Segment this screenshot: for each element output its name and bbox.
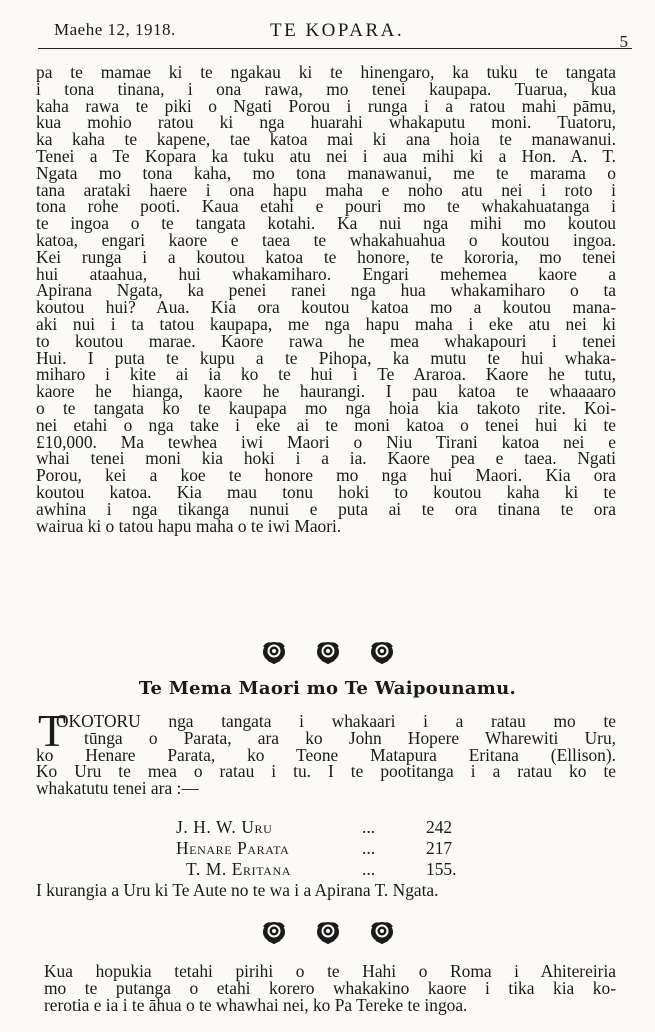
result-votes: 155.	[426, 859, 457, 879]
result-dots: ...	[362, 817, 376, 837]
result-row	[176, 859, 476, 880]
article-closing	[36, 882, 616, 899]
rose-ornament-icon	[261, 640, 287, 664]
text-line: aki nui i ta tatou kaupapa, me nga hapu maha i eke atu nei ki	[36, 313, 616, 334]
news-item	[44, 963, 616, 1013]
text-line: to koutou marae. Kaore rawa he mea whakapouri i tenei	[36, 330, 616, 351]
rose-ornament-icon	[369, 640, 395, 664]
ornament-divider	[0, 920, 655, 944]
text-line: hui ataahua, hui whakamiharo. Engari mehemea kaore a	[36, 263, 616, 284]
rose-ornament-icon	[261, 920, 287, 944]
text-line: i tona tinana, i ona rawa, mo tenei kaupapa. Tuarua, kua	[36, 78, 616, 99]
text-line: katoa, engari kaore e taea te whakahuahua o koutou ingoa.	[36, 229, 616, 250]
text-line: ko Henare Parata, ko Teone Matapura Eritana (Ellison).	[36, 744, 616, 765]
issue-date: Maehe 12, 1918.	[54, 20, 176, 39]
text-line: koutou katoa. Kia mau tonu hoki to koutou kaha ki te	[36, 481, 616, 502]
text-line: kaha rawa te piki o Ngati Porou i runga i a ratou mahi pāmu,	[36, 95, 616, 116]
text-line: nei etahi o nga take i eke ai te moni katoa o tenei hui ki te	[36, 414, 616, 435]
text-line: mo te putanga o etahi korero whakakino kaore i tika kia ko-	[44, 977, 616, 998]
text-line: Hui. I puta te kupu a te Pihopa, ka mutu te hui whaka-	[36, 347, 616, 368]
result-row	[176, 817, 476, 838]
text-line: tana arataki haere i ona hapu maha e noho atu nei i roto i	[36, 179, 616, 200]
text-line: te ingoa o te tangata kotahi. Ka nui nga mihi mo koutou	[36, 213, 616, 234]
text-line: Ngata mo tona kaha, mo tona manawanui, me te marama o	[36, 162, 616, 183]
result-dots: ...	[362, 859, 376, 879]
text-line: awhina i nga tikanga nunui e puta ai te ora tinana te ora	[36, 498, 616, 519]
article-intro	[36, 705, 616, 799]
text-line: o te tangata ko te kaupapa mo nga hoia kia takoto rite. Koi-	[36, 397, 616, 418]
article-body	[36, 64, 616, 534]
text-line: rerotia e ia i te āhua o te whawhai nei, ko Pa Tereke te ingoa.	[44, 994, 468, 1015]
text-line: Kei runga i a koutou katoa te honore, te kororia, mo tenei	[36, 246, 616, 267]
drop-cap: T	[38, 705, 67, 756]
closing-line: I kurangia a Uru ki Te Aute no te wa i a Apirana T. Ngata.	[36, 880, 439, 900]
text-line: kua mohio ratou ki nga huarahi whakaputu moni. Tuatoru,	[36, 112, 616, 133]
text-line: pa te mamae ki te ngakau ki te hinengaro, ka tuku te tangata	[36, 62, 616, 82]
text-line: whai tenei moni kia hoki i a ia. Kaore pea e taea. Ngati	[36, 448, 616, 469]
text-line: wairua ki o tatou hapu maha o te iwi Maori.	[36, 515, 342, 536]
article-heading: Te Mema Maori mo Te Waipounamu.	[138, 678, 517, 699]
page-header	[38, 16, 632, 49]
text-line: koutou hui? Aua. Kia ora koutou katoa mo a koutou mana-	[36, 297, 616, 318]
result-name: J. H. W. Uru	[176, 817, 273, 837]
text-line: tona rohe pooti. Kaua etahi e pouri mo te whakahuatanga i	[36, 196, 616, 217]
result-row	[176, 838, 476, 859]
publication-title: TE KOPARA.	[270, 20, 405, 41]
text-line: Tenei a Te Kopara ka tuku atu nei i aua mihi ki a Hon. A. T.	[36, 145, 616, 166]
result-votes: 242	[426, 817, 453, 837]
rose-ornament-icon	[315, 640, 341, 664]
text-line: £10,000. Ma tewhea iwi Maori o Niu Tirani katoa nei e	[36, 431, 616, 452]
text-line: Ko Uru te mea o ratau i tu. I te pootitanga i a ratau ko te	[36, 761, 616, 782]
rose-ornament-icon	[315, 920, 341, 944]
text-line: Apirana Ngata, ka penei ranei nga hua whakamiharo o ta	[36, 280, 616, 301]
text-line: tūnga o Parata, ara ko John Hopere Wharewiti Uru,	[84, 727, 616, 748]
result-name: T. M. Eritana	[186, 859, 291, 879]
text-line: Porou, kei a koe te honore mo nga hui Maori. Kia ora	[36, 465, 616, 486]
page-number: 5	[619, 32, 628, 51]
text-line: whakatutu tenei ara :—	[36, 778, 199, 799]
text-line: miharo i kite ai ia ko te hui i Te Araroa. Kaore he tutu,	[36, 364, 616, 385]
text-line: ka kaha te kapene, tae katoa mai ki ana hoia te manawanui.	[36, 129, 616, 150]
text-line: kaore he hianga, kaore he haurangi. I pau katoa te whaaaaro	[36, 381, 616, 402]
result-dots: ...	[362, 838, 376, 858]
text-line: Kua hopukia tetahi pirihi o te Hahi o Roma i Ahitereiria	[44, 961, 616, 981]
rose-ornament-icon	[369, 920, 395, 944]
election-results	[176, 817, 476, 880]
result-name: Henare Parata	[176, 838, 290, 858]
text-line: OKOTORU nga tangata i whakaari i a ratau mo te	[56, 711, 616, 731]
result-votes: 217	[426, 838, 453, 858]
ornament-divider	[0, 640, 655, 664]
